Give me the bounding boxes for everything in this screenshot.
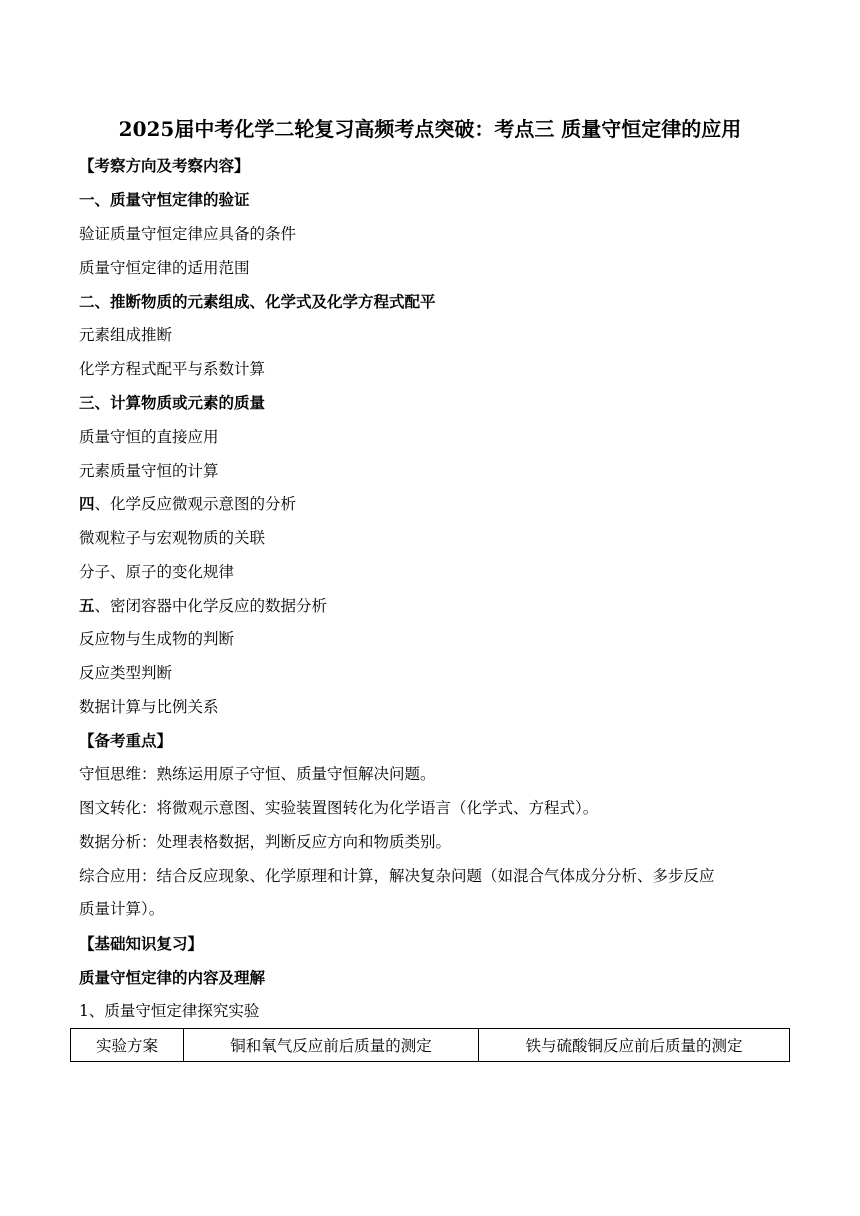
table-row: [71, 1029, 790, 1062]
heading-5: [79, 595, 327, 617]
list-item: 分子、原子的变化规律: [79, 563, 235, 581]
heading-1: 一、质量守恒定律的验证: [79, 190, 250, 209]
heading-5-number: 五: [79, 596, 95, 615]
list-item: 化学方程式配平与系数计算: [79, 360, 266, 378]
section-heading-exam-direction: 【考察方向及考察内容】: [79, 156, 250, 175]
section-heading-basic-review: 【基础知识复习】: [79, 934, 204, 953]
list-item: 综合应用：结合反应现象、化学原理和计算，解决复杂问题（如混合气体成分分析、多步反应: [79, 867, 715, 885]
list-item: 反应类型判断: [79, 664, 173, 682]
list-item: 数据计算与比例关系: [79, 698, 219, 716]
heading-4-text: 、化学反应微观示意图的分析: [94, 495, 297, 513]
table-header-cell: 铁与硫酸铜反应前后质量的测定: [479, 1029, 790, 1062]
list-item: 数据分析：处理表格数据，判断反应方向和物质类别。: [79, 833, 452, 851]
list-item: 1、质量守恒定律探究实验: [79, 1002, 260, 1020]
heading-4: [79, 493, 296, 515]
table-header-cell: 实验方案: [71, 1029, 184, 1062]
list-item: 质量守恒的直接应用: [79, 428, 219, 446]
section-heading-prep-focus: 【备考重点】: [79, 731, 173, 750]
heading-3: 三、计算物质或元素的质量: [79, 393, 266, 412]
list-item: 元素组成推断: [79, 326, 173, 344]
list-item-continued: 质量计算）。: [79, 900, 165, 918]
list-item: 守恒思维：熟练运用原子守恒、质量守恒解决问题。: [79, 765, 436, 783]
heading-5-text: 、密闭容器中化学反应的数据分析: [94, 597, 328, 615]
list-item: 质量守恒定律的适用范围: [79, 259, 250, 277]
heading-2: 二、推断物质的元素组成、化学式及化学方程式配平: [79, 292, 436, 311]
table-header-cell: 铜和氧气反应前后质量的测定: [184, 1029, 479, 1062]
list-item: 元素质量守恒的计算: [79, 462, 219, 480]
list-item: 图文转化：将微观示意图、实验装置图转化为化学语言（化学式、方程式）。: [79, 799, 599, 817]
subheading: 质量守恒定律的内容及理解: [79, 968, 266, 987]
list-item: 反应物与生成物的判断: [79, 630, 235, 648]
heading-4-number: 四: [79, 494, 95, 513]
document-title: 2025届中考化学二轮复习高频考点突破：考点三 质量守恒定律的应用: [118, 117, 742, 141]
list-item: 微观粒子与宏观物质的关联: [79, 529, 266, 547]
list-item: 验证质量守恒定律应具备的条件: [79, 225, 297, 243]
experiment-table: [70, 1028, 790, 1062]
